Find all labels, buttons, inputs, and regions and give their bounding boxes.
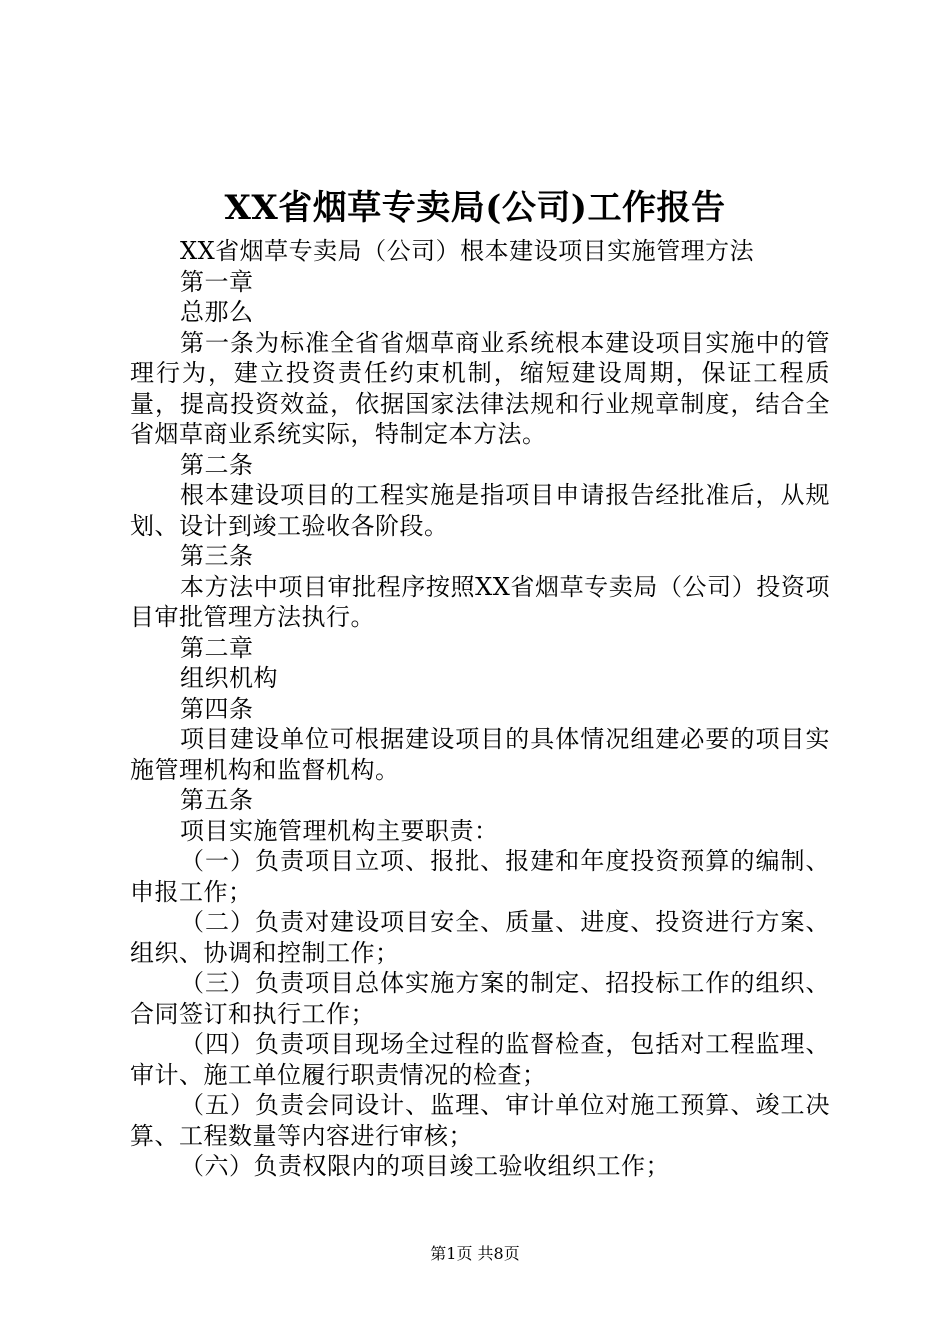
paragraph: 第三条 (180, 542, 254, 570)
paragraph: （一）负责项目立项、报批、报建和年度投资预算的编制、申报工作； (130, 847, 830, 906)
document-body (130, 236, 830, 1182)
paragraph: （五）负责会同设计、监理、审计单位对施工预算、竣工决算、工程数量等内容进行审核； (130, 1091, 830, 1150)
paragraph: 第五条 (180, 786, 254, 814)
paragraph: 根本建设项目的工程实施是指项目申请报告经批准后，从规划、设计到竣工验收各阶段。 (130, 481, 830, 540)
paragraph: （六）负责权限内的项目竣工验收组织工作； (180, 1152, 670, 1180)
paragraph: 总那么 (180, 298, 254, 326)
paragraph: （四）负责项目现场全过程的监督检查，包括对工程监理、审计、施工单位履行职责情况的检查； (130, 1030, 830, 1089)
document-title: XX省烟草专卖局(公司)工作报告 (224, 188, 726, 228)
paragraph: （三）负责项目总体实施方案的制定、招投标工作的组织、合同签订和执行工作； (130, 969, 830, 1028)
paragraph: 项目建设单位可根据建设项目的具体情况组建必要的项目实施管理机构和监督机构。 (130, 725, 830, 784)
paragraph: 本方法中项目审批程序按照XX省烟草专卖局（公司）投资项目审批管理方法执行。 (130, 572, 830, 631)
paragraph: （二）负责对建设项目安全、质量、进度、投资进行方案、组织、协调和控制工作； (130, 908, 830, 967)
paragraph: 第一条为标准全省省烟草商业系统根本建设项目实施中的管理行为，建立投资责任约束机制，缩短建设周期，保证工程质量，提高投资效益，依据国家法律法规和行业规章制度，结合全省烟草商业系统实际，特制定本方法。 (130, 328, 830, 448)
paragraph: 第二条 (180, 450, 254, 479)
paragraph: 第四条 (180, 694, 254, 723)
page-footer: 第1页 共8页 (430, 1244, 520, 1263)
paragraph: 项目实施管理机构主要职责： (180, 816, 499, 845)
paragraph: 第一章 (180, 267, 254, 296)
paragraph: XX省烟草专卖局（公司）根本建设项目实施管理方法 (180, 237, 755, 265)
paragraph: 第二章 (180, 633, 254, 662)
paragraph: 组织机构 (180, 664, 278, 692)
